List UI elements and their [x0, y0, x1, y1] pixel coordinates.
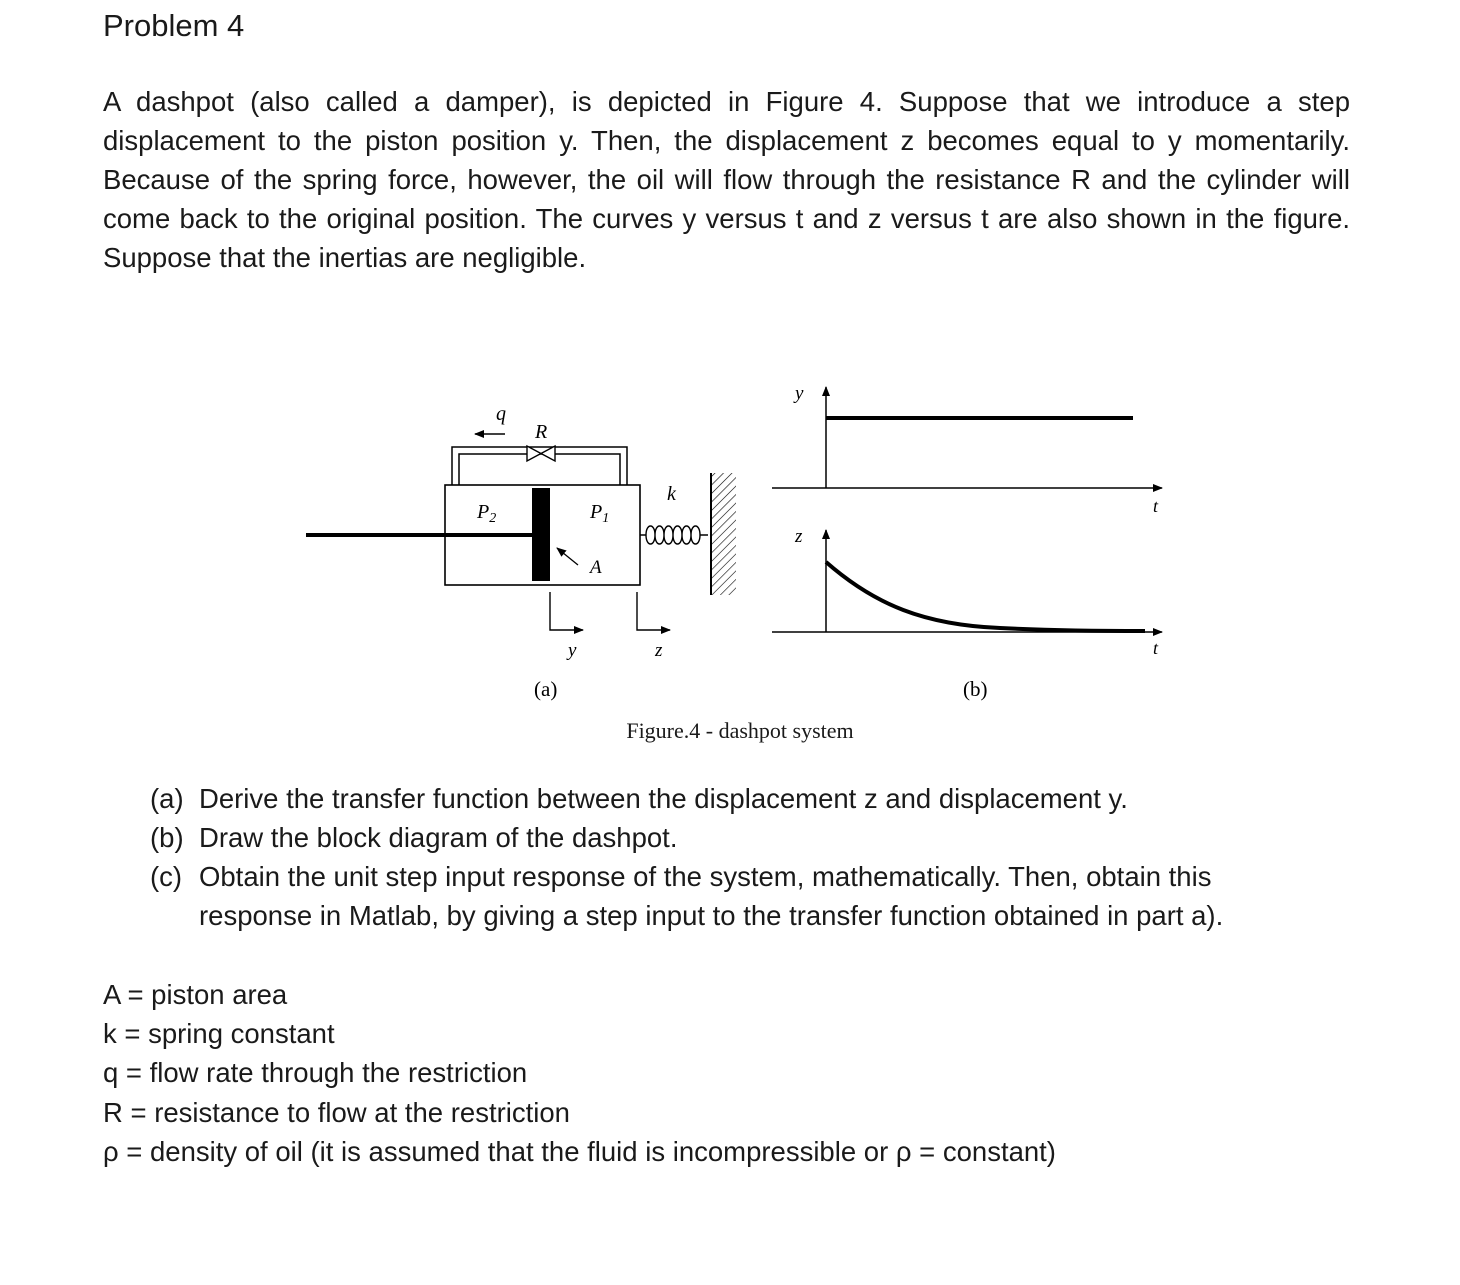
- question-label: (c): [150, 861, 183, 892]
- definition-item: ρ = density of oil (it is assumed that the fluid is incompressible or ρ = constant): [103, 1135, 1056, 1167]
- question-text: Derive the transfer function between the displacement z and displacement y.: [199, 783, 1128, 814]
- wall-hatch: [712, 473, 736, 595]
- definition-item: k = spring constant: [103, 1018, 335, 1050]
- question-item: [150, 818, 1310, 857]
- definition-item: R = resistance to flow at the restriction: [103, 1096, 570, 1128]
- label-R: R: [535, 421, 548, 443]
- panel-b-label: (b): [963, 677, 988, 701]
- label-A: A: [590, 557, 602, 578]
- definitions-list: [103, 975, 1056, 1171]
- definition-item: A = piston area: [103, 979, 288, 1010]
- piston: [532, 488, 550, 581]
- spring-icon: [640, 526, 708, 544]
- figure-drawing: [300, 370, 1180, 715]
- panel-a-label: (a): [534, 677, 558, 701]
- figure-caption: Figure.4 - dashpot system: [626, 718, 854, 743]
- figure-dashpot: [300, 370, 1180, 755]
- z-displacement-indicator: [637, 592, 670, 630]
- label-z-axis: z: [795, 526, 803, 547]
- question-list: [150, 779, 1310, 935]
- question-label: (a): [150, 783, 184, 814]
- bypass-pipe-inner: [459, 454, 620, 485]
- question-label: (b): [150, 822, 184, 853]
- problem-intro: A dashpot (also called a damper), is depicted in Figure 4. Suppose that we introduce a step displacement to the piston position y. Then, the displacement z becomes equal to y momentarily. Because of the spring force, however, the oil will flow through the resistance R and the cylinder will come back to the original position. The curves y versus t and z versus t are also shown in the figure. Suppose that the inertias are negligible.: [103, 86, 1350, 273]
- problem-title: Problem 4: [103, 8, 245, 43]
- label-y-axis: y: [795, 383, 804, 404]
- area-pointer-icon: [557, 548, 578, 565]
- panel-b-curves: [772, 383, 1162, 701]
- question-item: [150, 857, 1310, 935]
- question-item: [150, 779, 1310, 818]
- label-t-bottom: t: [1153, 638, 1159, 658]
- label-q: q: [496, 403, 506, 425]
- question-text: Obtain the unit step input response of the system, mathematically. Then, obtain this response in Matlab, by giving a step input to the transfer function obtained in part a).: [199, 861, 1224, 931]
- question-text: Draw the block diagram of the dashpot.: [199, 822, 678, 853]
- y-displacement-indicator: [550, 592, 583, 630]
- label-z: z: [655, 640, 663, 661]
- definition-item: q = flow rate through the restriction: [103, 1057, 528, 1089]
- panel-a-dashpot: [306, 403, 736, 701]
- label-P1: $P_1$: [590, 501, 610, 526]
- restriction-valve-icon: [527, 446, 555, 461]
- label-k: k: [667, 483, 676, 505]
- label-y: y: [568, 640, 577, 661]
- label-P2: $P_2$: [477, 501, 497, 526]
- z-decay-curve: [826, 562, 1145, 631]
- label-t-top: t: [1153, 496, 1159, 516]
